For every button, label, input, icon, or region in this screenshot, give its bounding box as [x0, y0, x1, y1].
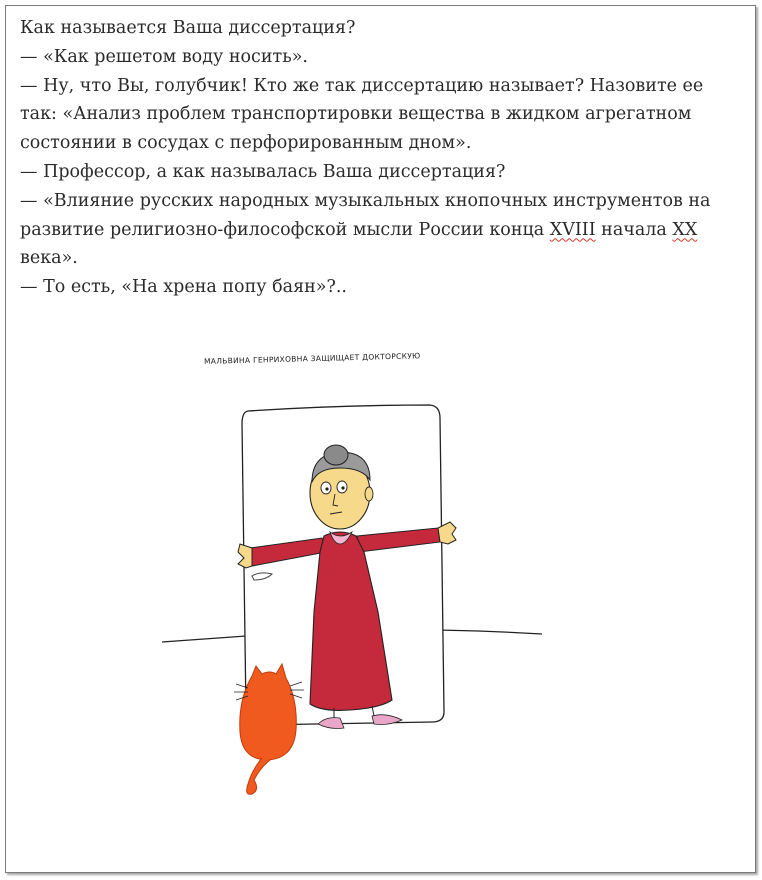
hair-bun — [324, 445, 348, 465]
roman-numeral-2: XX — [672, 219, 698, 240]
line-professor-reply: — Ну, что Вы, голубчик! Кто же так диссертацию называет? Назовите ее так: «Анализ проблем транспортировки вещества в жидком агрегатном состоянии в сосудах с перфорированным дном». — [20, 75, 709, 154]
line-question-2: — Профессор, а как называлась Ваша диссертация? — [20, 161, 506, 182]
ear — [365, 487, 373, 501]
line-answer-2 — [20, 187, 740, 273]
line-answer-2-part-a: — «Влияние русских народных музыкальных кнопочных инструментов на развитие религиозно-философской мысли России конца — [20, 190, 717, 240]
right-pupil — [341, 486, 344, 489]
line-punchline: — То есть, «На хрена попу баян»?.. — [20, 277, 347, 298]
cat-tail — [247, 758, 270, 794]
left-hand — [238, 544, 252, 568]
illustration-drawing — [150, 340, 560, 800]
line-answer-2-part-c: века». — [20, 219, 703, 269]
line-answer-2-part-b: начала — [595, 219, 673, 240]
line-question: Как называется Ваша диссертация? — [20, 18, 356, 38]
illustration-caption: МАЛЬВИНА ГЕНРИХОВНА ЗАЩИЩАЕТ ДОКТОРСКУЮ — [203, 351, 421, 366]
line-answer-1: — «Как решетом воду носить». — [20, 46, 308, 67]
left-pupil — [325, 487, 328, 490]
dialogue-text — [20, 14, 740, 302]
roman-numeral-1: XVIII — [549, 219, 596, 240]
